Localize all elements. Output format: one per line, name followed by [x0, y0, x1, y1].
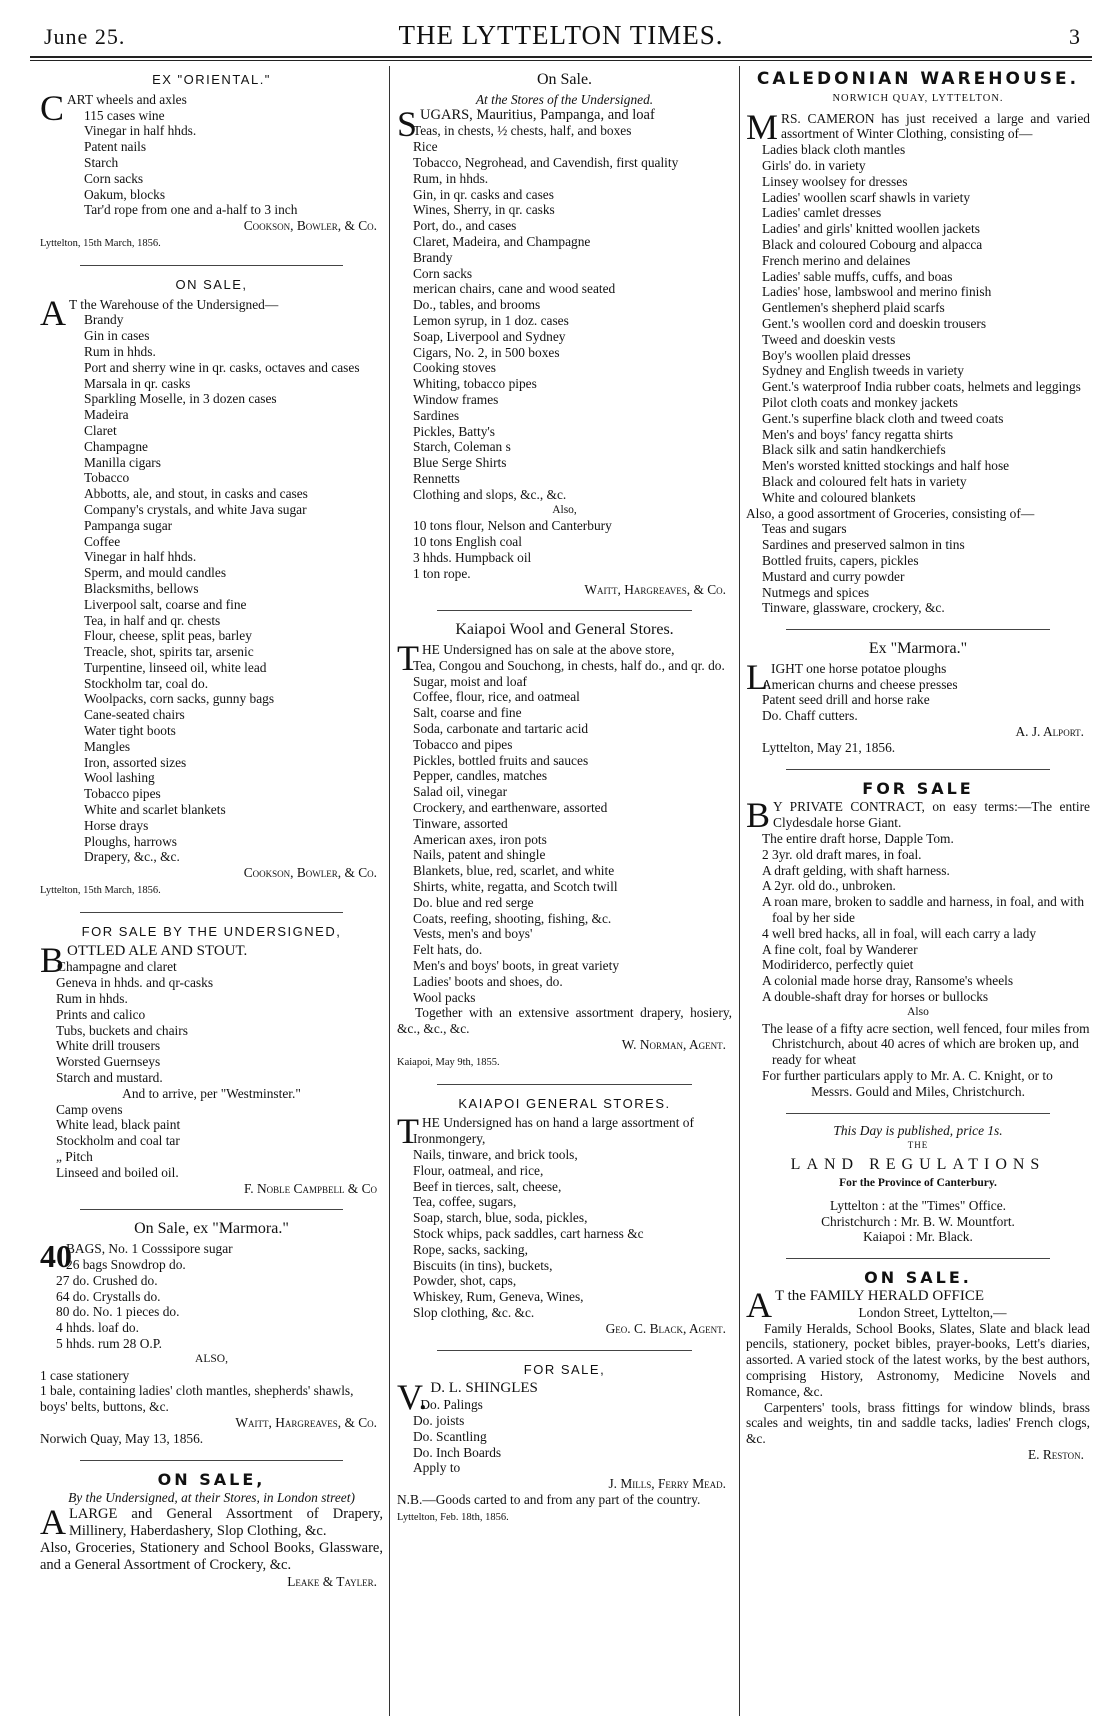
ad-signature: J. Mills, Ferry Mead.: [608, 1476, 726, 1492]
list-item: Gin, in qr. casks and cases: [413, 186, 554, 202]
list-item: Cigars, No. 2, in 500 boxes: [413, 344, 560, 360]
column-3: [746, 66, 1090, 1716]
list-item: Black and coloured felt hats in variety: [762, 473, 967, 489]
ad-leake-tayler: [40, 1466, 383, 1596]
ad-address: Lyttelton : at the "Times" Office.: [829, 1197, 1007, 1213]
list-item: A roan mare, broken to saddle and harness, in foal, and with foal by her side: [762, 894, 1085, 926]
list-item: Tobacco pipes: [84, 786, 161, 802]
list-item: Tobacco, Negrohead, and Cavendish, first quality: [413, 154, 679, 170]
ad-subheading: For the Province of Canterbury.: [839, 1177, 997, 1189]
list-item: Linsey woolsey for dresses: [762, 173, 908, 189]
list-item: Sydney and English tweeds in variety: [762, 363, 964, 379]
ad-heading: ON SALE.: [864, 1268, 972, 1288]
list-item: Ladies' hose, lambswool and merino finish: [762, 284, 992, 300]
list-item: Biscuits (in tins), buckets,: [413, 1257, 553, 1273]
list-item: A double-shaft dray for horses or bullocks: [762, 989, 989, 1005]
list-item: „ Pitch: [56, 1149, 93, 1164]
list-item: A fine colt, foal by Wanderer: [762, 941, 918, 957]
ad-heading: EX "ORIENTAL.": [152, 72, 271, 87]
list-item: Corn sacks: [413, 265, 473, 281]
list-item: Shirts, white, regatta, and Scotch twill: [413, 879, 618, 895]
list-item: Crockery, and earthenware, assorted: [413, 800, 608, 816]
list-item: Stockholm tar, coal do.: [84, 675, 209, 691]
list-item: 10 tons flour, Nelson and Canterbury: [413, 518, 612, 534]
ad-intro: MRS. CAMERON has just received a large and varied assortment of Winter Clothing, consisting of—: [746, 106, 1090, 147]
item-list: [746, 677, 1090, 724]
list-item: Do. joists: [413, 1412, 465, 1428]
list-item: Clothing and slops, &c., &c.: [413, 486, 567, 502]
list-item: Rum in hhds.: [56, 991, 128, 1007]
column-2: [397, 66, 732, 1716]
ad-heading: FOR SALE BY THE UNDERSIGNED,: [81, 923, 342, 939]
list-item: Ladies' sable muffs, cuffs, and boas: [762, 268, 953, 284]
list-item: Port, do., and cases: [413, 218, 517, 234]
list-item: Wines, Sherry, in qr. casks: [413, 202, 555, 218]
ad-paragraph: N.B.—Goods carted to and from any part of the country.: [397, 1491, 701, 1507]
item-list: [40, 1102, 383, 1181]
list-item: Drapery, &c., &c.: [84, 849, 180, 865]
list-item: White and coloured blankets: [762, 489, 916, 505]
list-item: Stock whips, pack saddles, cart harness &c: [413, 1225, 644, 1241]
ad-address: Christchurch : Mr. B. W. Mountfort.: [821, 1213, 1015, 1229]
list-item: Teas, in chests, ½ chests, half, and boxes: [413, 123, 632, 139]
list-item: Sperm, and mould candles: [84, 565, 227, 581]
ad-intro: V.D. L. SHINGLES: [397, 1377, 538, 1418]
ad-family-herald: [746, 1264, 1090, 1469]
list-item: Tea, in half and qr. chests: [84, 612, 221, 628]
list-item: Coffee: [84, 533, 121, 549]
masthead-rule-thin: [30, 60, 1092, 61]
ad-separator: [80, 1460, 343, 1461]
item-list: [746, 521, 1090, 616]
list-item: Coffee, flour, rice, and oatmeal: [413, 689, 580, 705]
list-item: 64 do. Crystalls do.: [56, 1288, 161, 1304]
ad-paragraph: Family Heralds, School Books, Slates, Slate and black lead pencils, stationery, pocket bibles, prayer-books, Lett's diaries, assorted. A varied stock of the latest works, by the best authors, comprising History, Astronomy, Medicine Novels and Romance, &c.: [746, 1320, 1090, 1399]
list-item: Men's and boys' fancy regatta shirts: [762, 426, 954, 442]
list-item: Starch: [84, 154, 119, 170]
list-item: Gin in cases: [84, 328, 150, 344]
list-item: Teas and sugars: [762, 521, 847, 537]
list-item: Flour, oatmeal, and rice,: [413, 1162, 544, 1178]
list-item: Pepper, candles, matches: [413, 768, 548, 784]
list-item: Stockholm and coal tar: [56, 1133, 180, 1149]
list-item: Cooking stoves: [413, 360, 496, 376]
list-item: Window frames: [413, 391, 499, 407]
list-item: Tweed and doeskin vests: [762, 331, 896, 347]
masthead-rule: [30, 56, 1092, 58]
ad-intro: SUGARS, Mauritius, Pampanga, and loaf: [397, 103, 655, 144]
masthead: [30, 20, 1092, 54]
ad-heading: Ex "Marmora.": [868, 640, 968, 658]
ad-heading: FOR SALE: [862, 778, 974, 798]
list-item: Camp ovens: [56, 1101, 123, 1117]
ad-also: Also,: [552, 503, 577, 516]
list-item: 4 well bred hacks, all in foal, will each carry a lady: [762, 925, 1037, 941]
column-1: [40, 66, 383, 1716]
list-item: Starch and mustard.: [56, 1070, 163, 1086]
ad-signature: Geo. C. Black, Agent.: [605, 1320, 726, 1336]
item-list: [397, 123, 732, 502]
list-item: Slop clothing, &c. &c.: [413, 1304, 535, 1320]
list-item: Apply to: [413, 1460, 461, 1476]
list-item: Salad oil, vinegar: [413, 784, 508, 800]
list-item: Tea, Congou and Souchong, in chests, half do., and qr. do.: [413, 657, 725, 673]
list-item: The entire draft horse, Dapple Tom.: [762, 831, 954, 847]
list-item: Prints and calico: [56, 1006, 146, 1022]
list-item: Boy's woollen plaid dresses: [762, 347, 911, 363]
list-item: Madeira: [84, 407, 129, 423]
list-item: 80 do. No. 1 pieces do.: [56, 1304, 180, 1320]
list-item: Corn sacks: [84, 170, 144, 186]
list-item: Pickles, bottled fruits and sauces: [413, 752, 589, 768]
ad-signature: F. Noble Campbell & Co: [243, 1180, 377, 1196]
list-item: Woolpacks, corn sacks, gunny bags: [84, 691, 275, 707]
ad-paragraph: Together with an extensive assortment drapery, hosiery, &c., &c., &c.: [397, 1005, 732, 1037]
ad-signature: A. J. Alport.: [1015, 724, 1084, 740]
item-list: [746, 142, 1090, 505]
item-list: [397, 658, 732, 1006]
list-item: Salt, coarse and fine: [413, 705, 522, 721]
list-item: 1 bale, containing ladies' cloth mantles, shepherds' shawls, boys' belts, buttons, &c.: [40, 1383, 354, 1415]
ad-signature: W. Norman, Agent.: [621, 1037, 726, 1053]
ad-private-contract: [746, 775, 1090, 1106]
ad-separator: [786, 1258, 1050, 1259]
list-item: Modiriderco, perfectly quiet: [762, 957, 914, 973]
ad-dateline: Lyttelton, May 21, 1856.: [762, 739, 896, 755]
list-item: Iron, assorted sizes: [84, 754, 187, 770]
list-item: Rennetts: [413, 470, 460, 486]
list-item: Champagne: [84, 438, 148, 454]
item-list: [397, 518, 732, 581]
ad-heading: On Sale.: [536, 71, 593, 88]
list-item: Tar'd rope from one and a-half to 3 inch: [84, 202, 298, 218]
list-item: Vinegar in half hhds.: [84, 123, 197, 139]
list-item: Sardines: [413, 407, 460, 423]
list-item: Gent.'s superfine black cloth and tweed coats: [762, 410, 1004, 426]
list-item: Tea, coffee, sugars,: [413, 1194, 517, 1210]
list-item: 27 do. Crushed do.: [56, 1272, 158, 1288]
ad-subheading: At the Stores of the Undersigned.: [475, 91, 654, 107]
list-item: 115 cases wine: [84, 107, 165, 123]
ad-intro: ALARGE and General Assortment of Drapery, Millinery, Haberdashery, Slop Clothing, &c.: [40, 1502, 383, 1543]
list-item: Oakum, blocks: [84, 186, 166, 202]
ad-signature: Leake & Tayler.: [287, 1574, 377, 1590]
list-item: Blacksmiths, bellows: [84, 580, 199, 596]
list-item: Rum, in hhds.: [413, 170, 489, 186]
list-item: Men's and boys' boots, in great variety: [413, 958, 620, 974]
list-item: White and scarlet blankets: [84, 802, 226, 818]
list-item: Bottled fruits, capers, pickles: [762, 552, 919, 568]
list-item: Liverpool salt, coarse and fine: [84, 596, 247, 612]
item-list: [397, 1397, 732, 1476]
list-item: Geneva in hhds. and qr-casks: [56, 975, 214, 991]
ad-paragraph: The lease of a fifty acre section, well fenced, four miles from Christchurch, about 40 acres of which are broken up, and ready for wheat: [762, 1020, 1090, 1068]
newspaper-title: THE LYTTELTON TIMES.: [398, 20, 724, 50]
list-item: 1 case stationery: [40, 1367, 130, 1383]
ad-heading: FOR SALE,: [523, 1361, 606, 1377]
list-item: Tinware, assorted: [413, 815, 508, 831]
ad-intro: CART wheels and axles: [40, 87, 187, 128]
ad-dateline: Norwich Quay, May 13, 1856.: [40, 1430, 204, 1446]
list-item: Vinegar in half hhds.: [84, 549, 197, 565]
ad-paragraph: Messrs. Gould and Miles, Christchurch.: [811, 1083, 1025, 1099]
list-item: Black silk and satin handkerchiefs: [762, 442, 946, 458]
list-item: Starch, Coleman s: [413, 439, 511, 455]
list-item: Ladies' and girls' knitted woollen jackets: [762, 221, 980, 237]
item-list: [40, 959, 383, 1085]
item-list: [746, 831, 1090, 1005]
list-item: Do. Inch Boards: [413, 1444, 502, 1460]
list-item: 3 hhds. Humpback oil: [413, 549, 532, 565]
list-item: Powder, shot, caps,: [413, 1273, 517, 1289]
ad-paragraph: Carpenters' tools, brass fittings for window blinds, brass scales and weights, tin and saddle tacks, ladies' French clogs, &c.: [746, 1399, 1090, 1447]
list-item: Patent seed drill and horse rake: [762, 692, 930, 708]
ad-dateline: Lyttelton, 15th March, 1856.: [40, 885, 161, 897]
ad-ex-oriental: [40, 66, 383, 258]
ad-arrive-note: And to arrive, per "Westminster.": [122, 1085, 301, 1101]
list-item: Nutmegs and spices: [762, 584, 870, 600]
ad-intro: THE Undersigned has on hand a large assortment of: [397, 1111, 694, 1152]
ad-intro: AT the FAMILY HERALD OFFICE: [746, 1284, 985, 1325]
ad-paragraph: Also, Groceries, Stationery and School Books, Glassware, and a General Assortment of Crockery, &c.: [40, 1540, 383, 1574]
ad-intro: AT the Warehouse of the Undersigned—: [40, 292, 279, 333]
ad-the: THE: [907, 1140, 929, 1151]
list-item: Rope, sacks, sacking,: [413, 1241, 528, 1257]
list-item: Ladies black cloth mantles: [762, 142, 906, 158]
list-item: Wool packs: [413, 989, 476, 1005]
ad-alport-marmora: [746, 635, 1090, 762]
list-item: Do. Chaff cutters.: [762, 708, 858, 724]
list-item: Black and coloured Cobourg and alpacca: [762, 236, 983, 252]
list-item: Tubs, buckets and chairs: [56, 1022, 188, 1038]
list-item: Girls' do. in variety: [762, 157, 866, 173]
list-item: Rice: [413, 139, 438, 155]
list-item: American axes, iron pots: [413, 831, 547, 847]
list-item: Nails, patent and shingle: [413, 847, 546, 863]
list-item: Brandy: [84, 312, 124, 328]
list-item: Soda, carbonate and tartaric acid: [413, 721, 589, 737]
item-list: [397, 1131, 732, 1321]
list-item: 26 bags Snowdrop do.: [66, 1256, 186, 1272]
ad-also: Also, a good assortment of Groceries, consisting of—: [746, 505, 1035, 521]
list-item: Patent nails: [84, 139, 147, 155]
ad-paragraph: For further particulars apply to Mr. A. C. Knight, or to: [762, 1068, 1053, 1084]
list-item: French merino and delaines: [762, 252, 911, 268]
list-item: Company's crystals, and white Java sugar: [84, 501, 307, 517]
list-item: Rum in hhds.: [84, 343, 156, 359]
list-item: BAGS, No. 1 Cosssipore sugar: [66, 1241, 233, 1257]
ad-signature: Cookson, Bowler, & Co.: [243, 865, 377, 881]
ad-intro: BOTTLED ALE AND STOUT.: [40, 939, 248, 980]
ad-separator: [80, 912, 343, 913]
ad-signature: E. Reston.: [1028, 1446, 1084, 1462]
list-item: Claret, Madeira, and Champagne: [413, 233, 591, 249]
ad-also: Also: [907, 1005, 929, 1018]
list-item: Worsted Guernseys: [56, 1054, 161, 1070]
list-item: Whiskey, Rum, Geneva, Wines,: [413, 1289, 584, 1305]
list-item: Claret: [84, 422, 117, 438]
ad-address: Kaiapoi : Mr. Black.: [863, 1229, 973, 1245]
page-number: 3: [1069, 24, 1080, 49]
ad-subheading: NORWICH QUAY, LYTTELTON.: [832, 92, 1004, 104]
ad-heading: This Day is published, price 1s.: [833, 1122, 1003, 1138]
list-item: Linseed and boiled oil.: [56, 1164, 179, 1180]
list-item: Tinware, glassware, crockery, &c.: [762, 600, 945, 616]
list-item: Gentlemen's shepherd plaid scarfs: [762, 300, 945, 316]
ad-heading: ON SALE,: [157, 1469, 266, 1489]
list-item: 1 ton rope.: [413, 565, 471, 581]
ad-heading: Kaiapoi Wool and General Stores.: [455, 621, 674, 639]
ad-heading: On Sale, ex "Marmora.": [134, 1220, 289, 1238]
list-item: Ladies' woollen scarf shawls in variety: [762, 189, 971, 205]
ad-warehouse-on-sale: [40, 271, 383, 905]
list-item: A colonial made horse dray, Ransome's wheels: [762, 973, 1014, 989]
list-item: Ladies' camlet dresses: [762, 205, 882, 221]
ad-waitt-stores: [397, 66, 732, 603]
ad-dateline: Lyttelton, Feb. 18th, 1856.: [397, 1511, 509, 1523]
item-list: [40, 108, 383, 219]
list-item: 10 tons English coal: [413, 534, 522, 550]
list-item: Do., tables, and brooms: [413, 297, 541, 313]
list-item: Horse drays: [84, 817, 149, 833]
column-divider-2: [739, 66, 740, 1716]
list-item: Beef in tierces, salt, cheese,: [413, 1178, 562, 1194]
list-item: merican chairs, cane and wood seated: [413, 281, 616, 297]
ad-land-regulations: [746, 1119, 1090, 1252]
list-item: Pickles, Batty's: [413, 423, 496, 439]
list-item: Blankets, blue, red, scarlet, and white: [413, 863, 615, 879]
list-item: Do. Scantling: [413, 1428, 487, 1444]
column-divider-1: [389, 66, 390, 1716]
list-item: 4 hhds. loaf do.: [56, 1320, 139, 1336]
list-item: Manilla cigars: [84, 454, 161, 470]
ad-intro: LIGHT one horse potatoe ploughs: [746, 656, 947, 697]
ad-signature: Waitt, Hargreaves, & Co.: [584, 581, 726, 597]
list-item: Blue Serge Shirts: [413, 455, 507, 471]
ad-separator: [80, 1209, 343, 1210]
ad-separator: [786, 769, 1050, 770]
list-item: Flour, cheese, split peas, barley: [84, 628, 252, 644]
ad-intro: THE Undersigned has on sale at the above store,: [397, 638, 675, 679]
ad-separator: [786, 629, 1050, 630]
list-item: Port and sherry wine in qr. casks, octaves and cases: [84, 359, 360, 375]
ad-on-sale-marmora: [40, 1215, 383, 1452]
list-item: Ploughs, harrows: [84, 833, 177, 849]
list-item: Sugar, moist and loaf: [413, 673, 528, 689]
list-item: Marsala in qr. casks: [84, 375, 191, 391]
list-item: Ladies' boots and shoes, do.: [413, 973, 563, 989]
list-item: Soap, starch, blue, soda, pickles,: [413, 1210, 588, 1226]
ad-also: ALSO,: [195, 1352, 228, 1365]
ad-separator: [786, 1113, 1050, 1114]
list-item: Coats, reefing, shooting, fishing, &c.: [413, 910, 612, 926]
list-item: Gent.'s woollen cord and doeskin trousers: [762, 315, 987, 331]
list-item: Brandy: [413, 249, 453, 265]
list-item: Pilot cloth coats and monkey jackets: [762, 394, 958, 410]
list-item: Whiting, tobacco pipes: [413, 376, 537, 392]
list-item: Abbotts, ale, and stout, in casks and cases: [84, 486, 308, 502]
list-item: Treacle, shot, spirits tar, arsenic: [84, 644, 254, 660]
list-item: Turpentine, linseed oil, white lead: [84, 659, 267, 675]
ad-kaiapoi-wool: [397, 616, 732, 1076]
ad-for-sale-by-undersigned: [40, 918, 383, 1203]
list-item: 5 hhds. rum 28 O.P.: [56, 1335, 163, 1351]
ad-intro: BY PRIVATE CONTRACT, on easy terms:—The entire Clydesdale horse Giant.: [746, 795, 1090, 836]
ad-shingles: [397, 1356, 732, 1532]
list-item: Gent.'s waterproof India rubber coats, helmets and leggings: [762, 379, 1081, 395]
list-item: 2 3yr. old draft mares, in foal.: [762, 846, 922, 862]
ad-dateline: Lyttelton, 15th March, 1856.: [40, 237, 161, 249]
list-item: Ironmongery,: [413, 1131, 486, 1147]
list-item: Men's worsted knitted stockings and half hose: [762, 458, 1010, 474]
list-item: Soap, Liverpool and Sydney: [413, 328, 566, 344]
list-item: Do. blue and red serge: [413, 894, 534, 910]
list-item: Lemon syrup, in 1 doz. cases: [413, 312, 569, 328]
list-item: Do. Palings: [420, 1397, 483, 1413]
big-initial-number: 40: [40, 1238, 72, 1275]
list-item: Champagne and claret: [57, 959, 177, 975]
ad-subheading: London Street, Lyttelton,—: [858, 1304, 1007, 1320]
list-item: A draft gelding, with shaft harness.: [762, 862, 950, 878]
ad-heading: KAIAPOI GENERAL STORES.: [458, 1095, 671, 1111]
list-item: Wool lashing: [84, 770, 155, 786]
ad-subheading: By the Undersigned, at their Stores, in London street): [68, 1490, 355, 1506]
ad-kaiapoi-general: [397, 1090, 732, 1343]
ad-separator: [80, 265, 343, 266]
ad-heading: ON SALE,: [175, 276, 248, 292]
list-item: Cane-seated chairs: [84, 707, 185, 723]
list-item: Tobacco: [84, 470, 130, 486]
list-item: Water tight boots: [84, 723, 176, 739]
list-item: Vests, men's and boys': [413, 926, 533, 942]
list-item: Nails, tinware, and brick tools,: [413, 1147, 578, 1162]
list-item: American churns and cheese presses: [762, 676, 958, 692]
list-item: Mustard and curry powder: [762, 568, 905, 584]
ad-title: LAND REGULATIONS: [790, 1156, 1046, 1174]
list-item: White drill trousers: [56, 1038, 161, 1054]
ad-separator: [437, 1084, 692, 1085]
list-item: Mangles: [84, 738, 131, 754]
ad-signature: Waitt, Hargreaves, & Co.: [235, 1414, 377, 1430]
issue-date: June 25.: [44, 24, 126, 49]
list-item: Sardines and preserved salmon in tins: [762, 537, 965, 553]
item-list: [40, 312, 383, 865]
ad-dateline: Kaiapoi, May 9th, 1855.: [397, 1056, 500, 1068]
ad-signature: Cookson, Bowler, & Co.: [243, 218, 377, 234]
list-item: Tobacco and pipes: [413, 736, 513, 752]
list-item: Pampanga sugar: [84, 517, 173, 533]
ad-separator: [437, 610, 692, 611]
ad-heading: CALEDONIAN WAREHOUSE.: [756, 69, 1080, 89]
ad-caledonian-warehouse: [746, 66, 1090, 622]
list-item: Sparkling Moselle, in 3 dozen cases: [84, 391, 277, 407]
list-item: A 2yr. old do., unbroken.: [762, 878, 896, 894]
item-list: [40, 1238, 383, 1352]
ad-separator: [437, 1350, 692, 1351]
list-item: Felt hats, do.: [413, 942, 483, 958]
list-item: White lead, black paint: [56, 1117, 181, 1133]
